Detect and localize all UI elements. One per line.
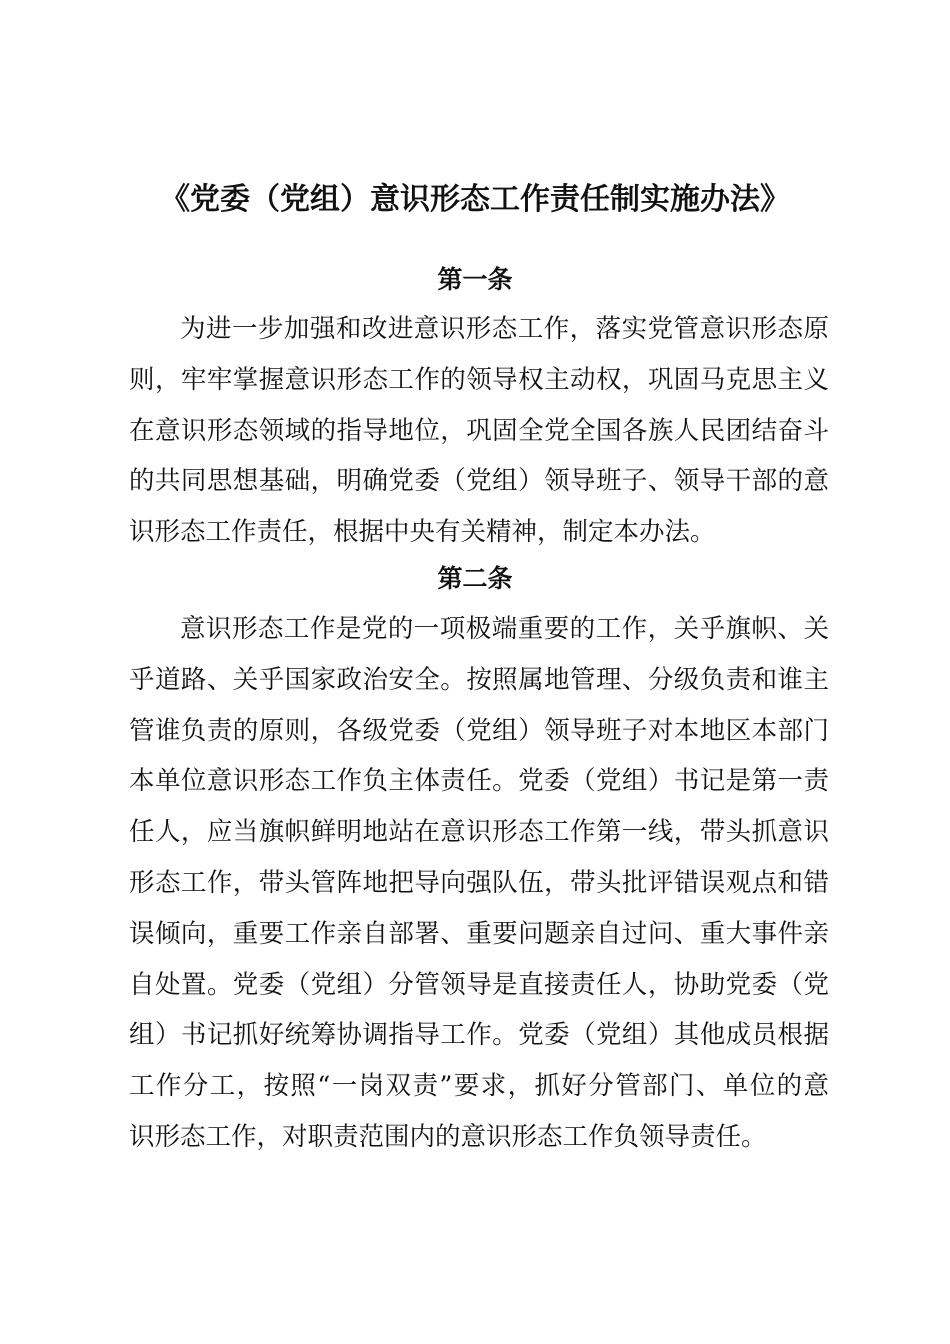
article-2-line-8: 自处置。党委（党组）分管领导是直接责任人，协助党委（党 [129,969,829,1000]
article-1-line-4: 的共同思想基础，明确党委（党组）领导班子、领导干部的意 [129,466,829,497]
article-1-line-5: 识形态工作责任，根据中央有关精神，制定本办法。 [129,517,716,548]
article-2-line-6: 形态工作，带头管阵地把导向强队伍，带头批评错误观点和错 [129,867,829,898]
article-2-body [129,604,829,1163]
article-2-line-11: 识形态工作，对职责范围内的意识形态工作负领导责任。 [129,1121,767,1152]
article-2-line-4: 本单位意识形态工作负主体责任。党委（党组）书记是第一责 [129,766,829,797]
article-1-line-2: 则，牢牢掌握意识形态工作的领导权主动权，巩固马克思主义 [129,364,829,395]
article-2-line-2: 乎道路、关乎国家政治安全。按照属地管理、分级负责和谁主 [129,664,829,695]
article-1-line-3: 在意识形态领域的指导地位，巩固全党全国各族人民团结奋斗 [129,415,829,446]
article-2-line-3: 管谁负责的原则，各级党委（党组）领导班子对本地区本部门 [129,715,829,746]
article-2-line-5: 任人，应当旗帜鲜明地站在意识形态工作第一线，带头抓意识 [129,817,829,848]
article-2-line-1: 意识形态工作是党的一项极端重要的工作，关乎旗帜、关 [180,614,829,644]
article-1-line-1: 为进一步加强和改进意识形态工作，落实党管意识形态原 [180,314,829,344]
article-2-line-9: 组）书记抓好统筹协调指导工作。党委（党组）其他成员根据 [129,1020,829,1051]
article-2-line-10: 工作分工，按照“一岗双责”要求，抓好分管部门、单位的意 [129,1071,829,1102]
article-1-body [129,304,829,558]
article-2-heading: 第二条 [437,564,513,593]
article-2-line-7: 误倾向，重要工作亲自部署、重要问题亲自过问、重大事件亲 [129,918,829,949]
document-title: 《党委（党组）意识形态工作责任制实施办法》 [160,182,790,217]
article-1-heading: 第一条 [437,265,513,294]
